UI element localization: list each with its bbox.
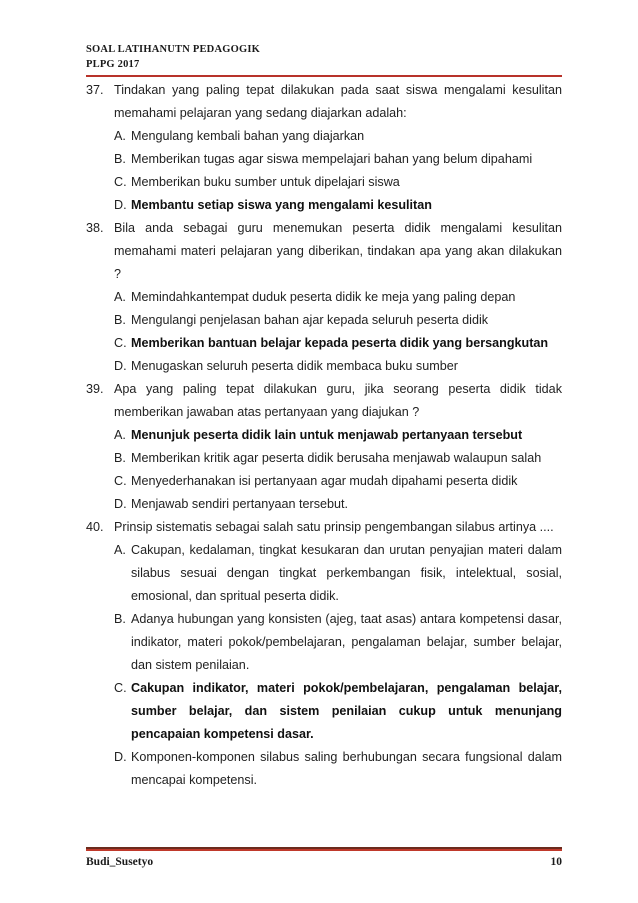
option-d — [114, 746, 562, 792]
option-d — [114, 355, 562, 378]
option-letter: D. — [114, 497, 127, 511]
option-letter: C. — [114, 474, 127, 488]
question-stem: Bila anda sebagai guru menemukan peserta didik mengalami kesulitan memahami materi pelajaran yang diberikan, tindakan apa yang akan dilakukan ? — [114, 221, 562, 281]
option-c — [114, 171, 562, 194]
page-header — [86, 42, 260, 72]
page-number: 10 — [550, 856, 562, 868]
question-number: 40. — [86, 520, 104, 534]
option-b — [114, 608, 562, 677]
option-letter: B. — [114, 612, 126, 626]
option-a — [114, 125, 562, 148]
option-letter: C. — [114, 175, 127, 189]
option-text: Mengulang kembali bahan yang diajarkan — [131, 129, 365, 143]
question-39 — [86, 378, 562, 516]
option-text: Menugaskan seluruh peserta didik membaca buku sumber — [131, 359, 458, 373]
option-c-correct — [114, 332, 562, 355]
option-a-correct — [114, 424, 562, 447]
option-letter: C. — [114, 681, 127, 695]
option-text: Menunjuk peserta didik lain untuk menjawab pertanyaan tersebut — [131, 428, 523, 442]
option-letter: A. — [114, 290, 126, 304]
question-number: 37. — [86, 83, 104, 97]
question-40 — [86, 516, 562, 792]
option-letter: C. — [114, 336, 127, 350]
header-subtitle: PLPG 2017 — [86, 59, 140, 70]
option-letter: A. — [114, 428, 126, 442]
option-b — [114, 309, 562, 332]
option-text: Membantu setiap siswa yang mengalami kesulitan — [131, 198, 432, 212]
option-text: Memberikan tugas agar siswa mempelajari bahan yang belum dipahami — [131, 152, 533, 166]
option-text: Menyederhanakan isi pertanyaan agar mudah dipahami peserta didik — [131, 474, 518, 488]
question-number: 38. — [86, 221, 104, 235]
option-c-correct — [114, 677, 562, 746]
option-letter: D. — [114, 750, 127, 764]
header-rule — [86, 75, 562, 77]
question-stem: Tindakan yang paling tepat dilakukan pada saat siswa mengalami kesulitan memahami pelajaran yang sedang diajarkan adalah: — [114, 83, 562, 120]
option-text: Memberikan buku sumber untuk dipelajari siswa — [131, 175, 400, 189]
option-letter: B. — [114, 152, 126, 166]
option-text: Memberikan kritik agar peserta didik berusaha menjawab walaupun salah — [131, 451, 542, 465]
option-d-correct — [114, 194, 562, 217]
question-37 — [86, 79, 562, 217]
question-38 — [86, 217, 562, 378]
option-text: Memindahkantempat duduk peserta didik ke meja yang paling depan — [131, 290, 516, 304]
option-letter: A. — [114, 129, 126, 143]
option-letter: D. — [114, 198, 127, 212]
question-stem: Prinsip sistematis sebagai salah satu prinsip pengembangan silabus artinya .... — [114, 520, 554, 534]
option-b — [114, 148, 562, 171]
option-text: Cakupan, kedalaman, tingkat kesukaran dan urutan penyajian materi dalam silabus sesuai dengan tingkat perkembangan fisik, intelektual, sosial, emosional, dan spritual peserta didik. — [131, 543, 562, 603]
question-number: 39. — [86, 382, 104, 396]
option-letter: A. — [114, 543, 126, 557]
option-a — [114, 539, 562, 608]
option-text: Komponen-komponen silabus saling berhubungan secara fungsional dalam mencapai kompetensi. — [131, 750, 562, 787]
option-text: Memberikan bantuan belajar kepada peserta didik yang bersangkutan — [131, 336, 549, 350]
option-letter: B. — [114, 313, 126, 327]
option-text: Mengulangi penjelasan bahan ajar kepada seluruh peserta didik — [131, 313, 489, 327]
option-d — [114, 493, 562, 516]
question-stem: Apa yang paling tepat dilakukan guru, jika seorang peserta didik tidak memberikan jawaban atas pertanyaan yang diajukan ? — [114, 382, 562, 419]
option-text: Menjawab sendiri pertanyaan tersebut. — [131, 497, 349, 511]
header-title: SOAL LATIHANUTN PEDAGOGIK — [86, 44, 260, 55]
option-text: Cakupan indikator, materi pokok/pembelajaran, pengalaman belajar, sumber belajar, dan sistem penilaian cukup untuk menunjang pencapaian kompetensi dasar. — [131, 681, 562, 741]
footer-author: Budi_Susetyo — [86, 856, 154, 868]
option-a — [114, 286, 562, 309]
footer-rule — [86, 847, 562, 851]
option-c — [114, 470, 562, 493]
option-text: Adanya hubungan yang konsisten (ajeg, taat asas) antara kompetensi dasar, indikator, materi pokok/pembelajaran, pengalaman belajar, sumber belajar, dan sistem penilaian. — [131, 612, 562, 672]
option-b — [114, 447, 562, 470]
option-letter: B. — [114, 451, 126, 465]
option-letter: D. — [114, 359, 127, 373]
question-list — [86, 79, 562, 792]
